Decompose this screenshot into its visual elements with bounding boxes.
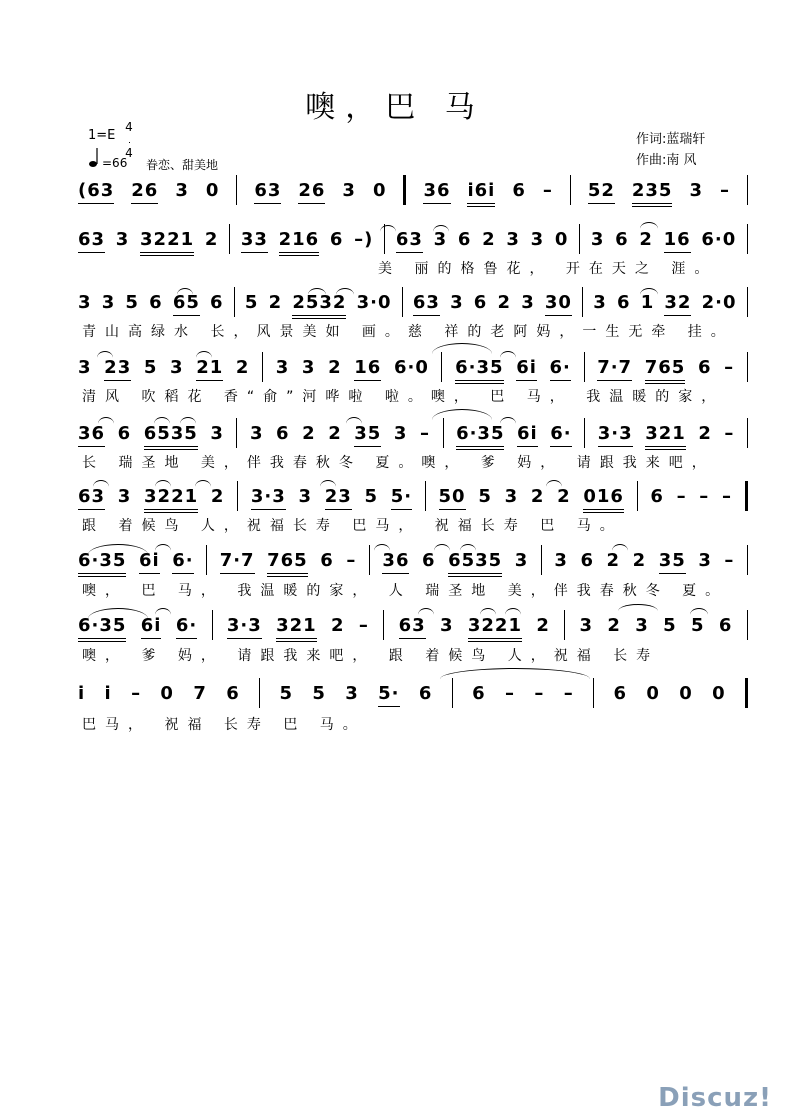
bar-line [582,287,583,317]
note: 2 [557,485,571,507]
composer-credit: 作曲:南 风 [636,153,697,168]
notation-line [78,227,748,251]
note: 2 [698,422,712,444]
note: 1 [640,291,655,313]
note: 2 [235,356,250,378]
note: 3 [521,291,535,313]
slur-mark [380,225,396,232]
notation-line [78,681,748,705]
note: – [542,179,553,201]
note: 3221 [144,485,199,507]
note: 6· [175,614,198,636]
note: 35 [354,422,382,444]
note: i6i [467,179,496,201]
bar-line [541,545,542,575]
note: 6i [517,422,538,444]
note: – [724,422,735,444]
note: 6·0 [393,356,429,378]
note: 3 [593,291,607,313]
note: 3 [170,356,184,378]
note: 6 [226,682,240,704]
note: – [676,485,687,507]
note: 0 [554,228,569,250]
note: 6·35 [456,422,505,444]
slur-mark [196,351,212,358]
slur-mark [97,351,113,358]
note: 3 [115,228,130,250]
note: 3 [554,549,568,571]
bar-line [747,610,748,640]
bar-line [212,610,213,640]
note: 36 [423,179,451,201]
quarter-note-icon [88,146,102,168]
note: 2·0 [701,291,737,313]
note: 5 [364,485,378,507]
bar-line [747,545,748,575]
notation-line [78,421,748,445]
note: 765 [267,549,308,571]
note: 3·3 [250,485,286,507]
lyrics-line: 青山高绿水 长，风景美如 画。慈 祥的老阿妈，一生无牵 挂。 [82,324,734,340]
note: 63 [412,291,440,313]
note: 6· [172,549,194,571]
note: 2 [328,356,342,378]
note: 6 [512,179,526,201]
note: 6 [617,291,631,313]
note: 6 [457,228,472,250]
slur-mark [320,480,336,487]
notation-line [78,484,748,508]
note: 6 [613,682,627,704]
note: 3 [504,485,519,507]
slur-mark [618,604,658,611]
note: – [505,682,515,704]
note: 0 [160,682,174,704]
bar-line [383,610,384,640]
slur-mark [346,417,362,424]
note: 7 [193,682,207,704]
note: 6 [329,228,344,250]
bar-line [570,175,571,205]
note: 3 [275,356,290,378]
note: – [724,549,735,571]
note: – [563,682,574,704]
note: 6i [138,549,160,571]
note: 23 [104,356,132,378]
slur-mark [433,225,449,232]
bar-line [584,418,585,448]
time-signature [122,121,136,160]
bar-line [369,545,370,575]
note: 0 [712,682,726,704]
note: 6 [149,291,163,313]
note: 6 [697,356,712,378]
note: 6i [140,614,162,636]
note: 235 [631,179,673,201]
watermark: Discuz! [658,1083,772,1113]
note: 3 [78,291,92,313]
note: 7·7 [219,549,255,571]
note: 3 [393,422,408,444]
note: 7·7 [597,356,633,378]
note: 321 [645,422,686,444]
bar-line [262,352,263,382]
note: 3 [450,291,464,313]
note: 5· [390,485,413,507]
bar-line [236,418,237,448]
note: 2 [204,228,219,250]
slur-mark [155,608,171,615]
note: 3 [117,485,132,507]
notation-line [78,548,748,572]
note: 3 [506,228,520,250]
note: 16 [354,356,382,378]
slur-mark [690,608,708,615]
note: 6 [615,228,629,250]
note: 3 [298,485,312,507]
note: 2 [639,228,653,250]
note: 3 [342,179,356,201]
note: 6·0 [701,228,737,250]
note: –) [354,228,374,250]
note: 50 [438,485,466,507]
slur-mark [432,343,492,354]
note: 63 [254,179,282,201]
slur-mark [155,480,171,487]
note: 2 [268,291,283,313]
time-signature-line [129,142,130,143]
note: 3 [78,356,92,378]
notation-line [78,178,748,202]
bar-line [747,418,748,448]
note: 6·35 [78,549,127,571]
note: 2532 [292,291,347,313]
note: (63 [78,179,115,201]
note: 3 [689,179,703,201]
note: 3 [514,549,529,571]
note: 6535 [143,422,198,444]
note: 30 [544,291,572,313]
slur-mark [180,417,196,424]
note: 3 [301,356,316,378]
note: 3·0 [356,291,392,313]
slur-mark [432,409,492,420]
note: 2 [497,291,512,313]
note: 33 [240,228,268,250]
note: – [719,179,730,201]
note: 2 [530,485,545,507]
note: 6· [549,356,571,378]
note: 3 [249,422,264,444]
note: 0 [646,682,660,704]
note: 3 [579,614,594,636]
note: i [78,682,86,704]
slur-mark [640,222,658,229]
bar-line [584,352,585,382]
note: 6 [650,485,664,507]
note: 765 [644,356,686,378]
song-title: 噢，巴 马 [305,90,485,125]
note: 016 [583,485,624,507]
note: 23 [324,485,352,507]
note: 36 [78,422,106,444]
note: 32 [664,291,692,313]
note: 6 [473,291,488,313]
slur-mark [500,417,516,424]
note: 3·3 [597,422,633,444]
note: – [346,549,357,571]
note: 52 [587,179,615,201]
note: 63 [78,228,106,250]
slur-mark [434,544,450,551]
slur-mark [195,480,211,487]
note: 0 [679,682,693,704]
note: 5 [244,291,259,313]
note: 3 [530,228,545,250]
note: 6 [320,549,334,571]
slur-mark [612,544,628,551]
bar-line [747,224,748,254]
bar-line [747,175,748,205]
note: 2 [302,422,316,444]
note: 3 [635,614,649,636]
note: 6 [418,682,433,704]
note: 321 [276,614,317,636]
note: 3·3 [226,614,262,636]
note: 5 [279,682,293,704]
note: 3 [345,682,359,704]
slur-mark [546,480,562,487]
bar-line [593,678,594,708]
lyrics-line: 长 瑞圣地 美，伴我春秋冬 夏。噢， 爹 妈， 请跟我来吧， [82,455,715,471]
note: 3 [698,549,712,571]
bar-line [452,678,453,708]
slur-mark [93,480,109,487]
key-signature: 1=E [88,128,116,143]
note: 5 [125,291,139,313]
expression-mark: 眷恋、甜美地 [146,158,219,172]
slur-mark [505,608,521,615]
bar-line [229,224,230,254]
lyrics-line: 清风 吹稻花 香“俞”河哗啦 啦。噢， 巴 马， 我温暖的家， [82,389,725,405]
lyrics-line: 巴马， 祝福 长寿 巴 马。 [82,717,366,733]
note: 0 [372,179,387,201]
note: 216 [278,228,320,250]
note: – [358,614,369,636]
lyrics-line: 美 丽的格鲁花， 开在天之 涯。 [378,261,718,277]
note: 2 [536,614,550,636]
note: 3 [590,228,605,250]
note: 6 [472,682,486,704]
bar-line [237,481,238,511]
note: 21 [196,356,224,378]
slur-mark [640,288,658,295]
slur-mark [460,544,476,551]
note: – [699,485,710,507]
note: 0 [205,179,220,201]
slur-mark [480,608,496,615]
note: – [534,682,545,704]
bar-line [564,610,565,640]
bar-line [745,678,748,708]
note: 6·35 [78,614,127,636]
notation-line [78,613,748,637]
slur-mark [308,288,326,295]
note: 6 [580,549,594,571]
slur-mark [500,351,516,358]
note: 5· [378,682,400,704]
note: 3221 [140,228,195,250]
note: 5 [143,356,158,378]
note: 3 [433,228,448,250]
lyricist-credit: 作词:蓝瑞轩 [636,132,706,147]
bar-line [747,352,748,382]
note: 6i [516,356,537,378]
note: 26 [298,179,326,201]
notation-line [78,355,748,379]
note: 3 [101,291,116,313]
note: – [722,485,733,507]
note: 35 [658,549,686,571]
tempo-mark: =66 [102,156,128,170]
slur-mark [374,544,390,551]
note: 2 [632,549,647,571]
bar-line [747,287,748,317]
note: 5 [691,614,705,636]
bar-line [637,481,638,511]
note: i [104,682,112,704]
note: 6 [276,422,290,444]
note: 36 [382,549,410,571]
note: 6535 [448,549,503,571]
slur-mark [88,544,148,555]
note: 26 [131,179,159,201]
note: 2 [606,549,621,571]
bar-line [206,545,207,575]
bar-line [236,175,237,205]
note: 6 [718,614,733,636]
slur-mark [154,417,170,424]
note: – [419,422,430,444]
note: 6 [117,422,132,444]
slur-mark [336,288,354,295]
slur-mark [440,668,590,679]
note: 6 [210,291,224,313]
note: 2 [482,228,496,250]
note: 63 [398,614,426,636]
note: 16 [663,228,691,250]
slur-mark [418,608,434,615]
bar-line [234,287,235,317]
bar-line [443,418,444,448]
bar-line [259,678,260,708]
note: – [724,356,735,378]
note: 3 [440,614,454,636]
note: – [131,682,142,704]
note: 63 [395,228,423,250]
lyrics-line: 噢， 巴 马， 我温暖的家， 人 瑞圣地 美，伴我春秋冬 夏。 [82,583,729,599]
time-signature-top: 4 [125,120,133,134]
lyrics-line: 跟 着候鸟 人，祝福长寿 巴马， 祝福长寿 巴 马。 [82,518,623,534]
note: 6· [550,422,572,444]
note: 5 [478,485,492,507]
bar-line [441,352,442,382]
bar-line [745,481,748,511]
lyrics-line: 噢， 爹 妈， 请跟我来吧， 跟 着候鸟 人，祝福 长寿 [82,648,660,664]
note: 3 [210,422,224,444]
slur-mark [155,544,171,551]
note: 2 [210,485,225,507]
bar-line [579,224,580,254]
slur-mark [177,288,193,295]
bar-line [402,287,403,317]
bar-line [403,175,406,205]
note: 5 [312,682,326,704]
note: 6 [422,549,436,571]
note: 65 [172,291,200,313]
bar-line [425,481,426,511]
slur-mark [98,417,114,424]
note: 6·35 [455,356,504,378]
note: 3 [175,179,189,201]
note: 2 [328,422,342,444]
slur-mark [88,608,148,619]
note: 2 [607,614,621,636]
note: 63 [78,485,106,507]
note: 3221 [467,614,522,636]
time-signature-bottom: 4 [125,146,133,160]
note: 5 [663,614,677,636]
note: 2 [331,614,345,636]
